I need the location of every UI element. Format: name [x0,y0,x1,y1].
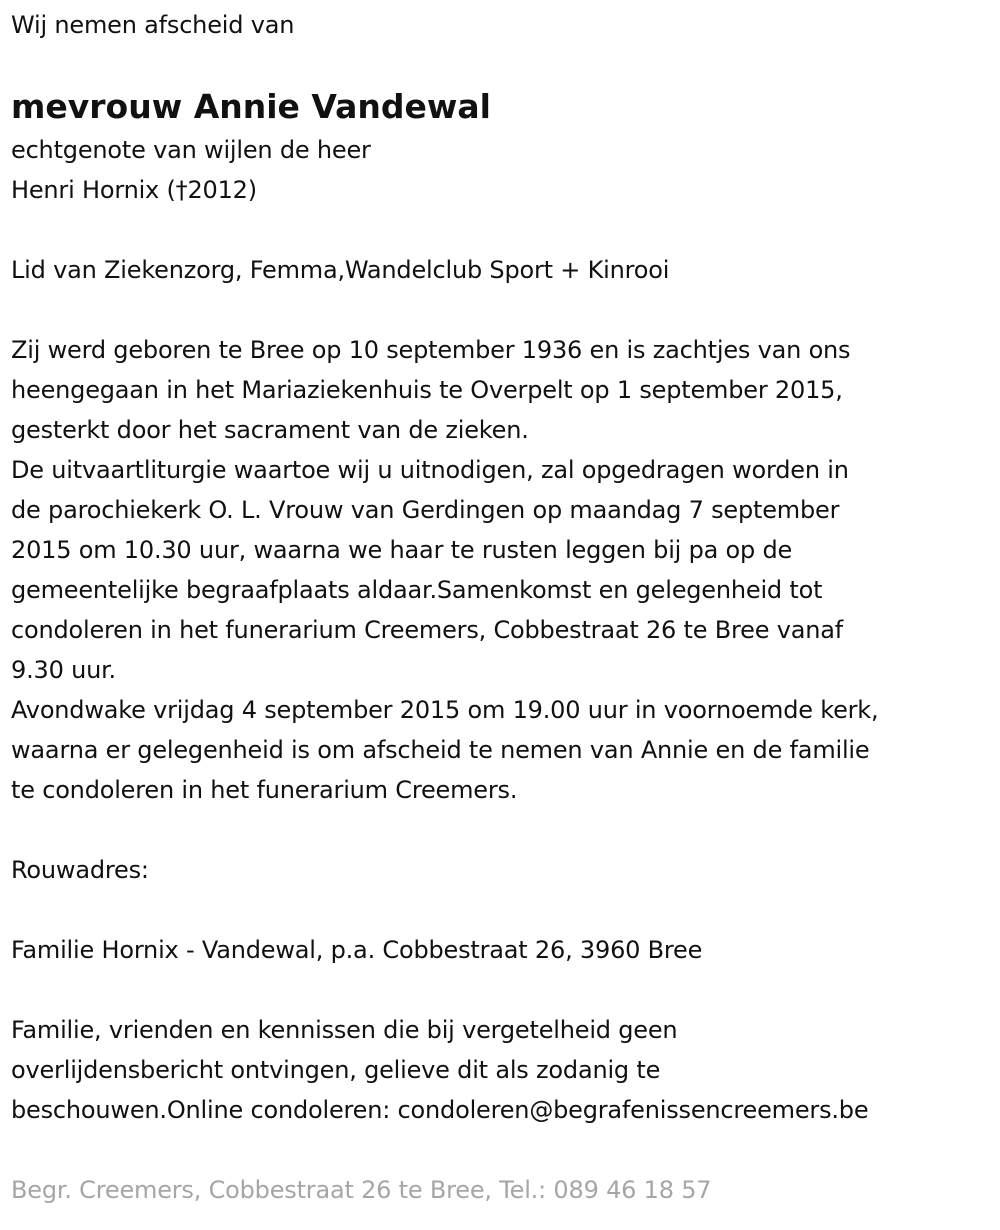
body-line: heengegaan in het Mariaziekenhuis te Overpelt op 1 september 2015, [11,376,843,404]
body-line: Avondwake vrijdag 4 september 2015 om 19.00 uur in voornoemde kerk, [11,696,879,724]
address-label: Rouwadres: [11,856,149,884]
footer-contact: Begr. Creemers, Cobbestraat 26 te Bree, Tel.: 089 46 18 57 [11,1176,712,1204]
spouse-line: echtgenote van wijlen de heer [11,136,371,164]
address-text: Familie Hornix - Vandewal, p.a. Cobbestraat 26, 3960 Bree [11,936,703,964]
closing-line: Familie, vrienden en kennissen die bij vergetelheid geen [11,1016,678,1044]
membership-text: Lid van Ziekenzorg, Femma,Wandelclub Sport + Kinrooi [11,256,670,284]
body-line: 9.30 uur. [11,656,116,684]
closing-line: overlijdensbericht ontvingen, gelieve dit als zodanig te [11,1056,661,1084]
body-line: gemeentelijke begraafplaats aldaar.Samenkomst en gelegenheid tot [11,576,823,604]
body-line: te condoleren in het funerarium Creemers. [11,776,518,804]
body-line: De uitvaartliturgie waartoe wij u uitnodigen, zal opgedragen worden in [11,456,849,484]
body-line: Zij werd geboren te Bree op 10 september 1936 en is zachtjes van ons [11,336,851,364]
spouse-line: Henri Hornix (†2012) [11,176,257,204]
body-line: de parochiekerk O. L. Vrouw van Gerdingen op maandag 7 september [11,496,840,524]
body-line: waarna er gelegenheid is om afscheid te nemen van Annie en de familie [11,736,870,764]
body-line: condoleren in het funerarium Creemers, Cobbestraat 26 te Bree vanaf [11,616,844,644]
intro-text: Wij nemen afscheid van [11,11,295,39]
deceased-name: mevrouw Annie Vandewal [11,87,491,126]
body-line: gesterkt door het sacrament van de zieken. [11,416,529,444]
closing-line: beschouwen.Online condoleren: condoleren@begrafenissencreemers.be [11,1096,869,1124]
body-line: 2015 om 10.30 uur, waarna we haar te rusten leggen bij pa op de [11,536,793,564]
body-text [11,330,989,810]
